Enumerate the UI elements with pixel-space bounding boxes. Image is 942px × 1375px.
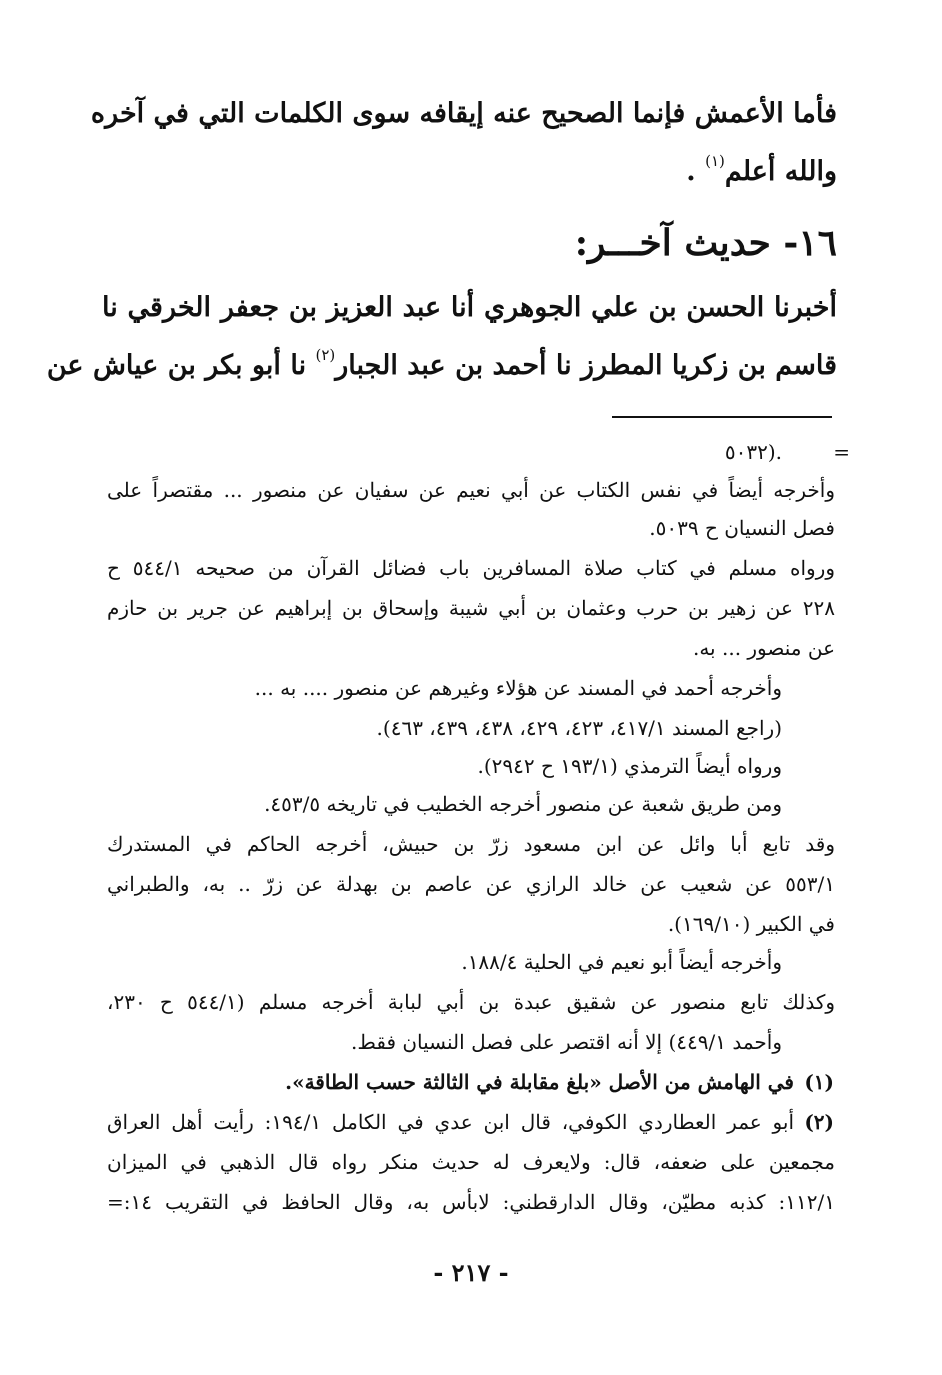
footnote-line: وأحمد ٤٤٩/١) إلا أنه اقتصر على فصل النسيان فقط. — [350, 1030, 782, 1054]
footnote-line: .(٥٠٣٢ — [724, 440, 782, 464]
footnote-ref-2: (٢) — [315, 346, 336, 364]
footnote-line: ٢٢٨ عن زهير بن حرب وعثمان بن أبي شيبة وإسحاق بن إبراهيم عن جرير بن حازم — [107, 596, 835, 620]
footnote-number-2: (٢) — [804, 1110, 834, 1134]
footnote-line: وأخرجه أحمد في المسند عن هؤلاء وغيرهم عن منصور .... به ... — [254, 676, 782, 700]
footnote-line: ورواه مسلم في كتاب صلاة المسافرين باب فضائل القرآن من صحيحه ٥٤٤/١ ح — [107, 556, 835, 580]
main-text-line-2-text: والله أعلم — [724, 156, 837, 187]
footnote-line: وكذلك تابع منصور عن شقيق عبدة بن أبي لبابة أخرجه مسلم (٥٤٤/١ ح ٢٣٠، — [107, 990, 835, 1014]
footnote-line: في الكبير (١٦٩/١٠). — [667, 912, 835, 936]
footnote-line: وأخرجه أيضاً في نفس الكتاب عن أبي نعيم عن سفيان عن منصور ... مقتصراً على — [107, 478, 835, 502]
page-number: - ٢١٧ - — [433, 1258, 509, 1287]
footnote-2-line: ١١٢/١: كذبه مطيّن، وقال الدارقطني: لابأس به، وقال الحافظ في التقريب ١٤:= — [107, 1190, 835, 1214]
main-text-line-4-a: قاسم بن زكريا المطرز نا أحمد بن عبد الجبار — [335, 350, 837, 381]
footnote-line: ومن طريق شعبة عن منصور أخرجه الخطيب في تاريخه ٤٥٣/٥. — [264, 792, 782, 816]
footnote-line: وقد تابع أبا وائل عن ابن مسعود زرّ بن حبيش، أخرجه الحاكم في المستدرك — [107, 832, 835, 856]
main-text-line-2 — [686, 152, 837, 187]
footnote-line: وأخرجه أيضاً أبو نعيم في الحلية ١٨٨/٤. — [461, 950, 782, 974]
footnote-2-line: مجمعين على ضعفه، قال: ولايعرف له حديث منكر رواه قال الذهبي في الميزان — [107, 1150, 835, 1174]
continuation-marker: = — [833, 440, 850, 464]
footnote-line: عن منصور ... به. — [692, 636, 835, 660]
footnote-number-1: (١) — [804, 1070, 834, 1094]
footnote-line: ٥٥٣/١ عن شعيب عن خالد الرازي عن عاصم بن بهدلة عن زرّ .. به، والطبراني — [107, 872, 835, 896]
footnote-separator — [612, 416, 832, 418]
section-heading: ١٦- حديث آخـــر: — [574, 222, 837, 264]
footnote-ref-1: (١) — [705, 152, 725, 170]
footnote-2-line: أبو عمر العطاردي الكوفي، قال ابن عدي في الكامل ١٩٤/١: رأيت أهل العراق — [107, 1110, 795, 1134]
main-text-line-4 — [46, 346, 837, 381]
footnote-line: (راجع المسند ٤١٧/١، ٤٢٣، ٤٢٩، ٤٣٨، ٤٣٩، ٤٦٣). — [376, 716, 782, 740]
footnote-line: فصل النسيان ح ٥٠٣٩. — [649, 516, 835, 540]
main-text-line-2-tail: . — [686, 156, 706, 187]
main-text-line-3: أخبرنا الحسن بن علي الجوهري أنا عبد العزيز بن جعفر الخرقي نا — [102, 292, 837, 323]
footnote-1-text: في الهامش من الأصل «بلغ مقابلة في الثالثة حسب الطاقة». — [285, 1070, 794, 1094]
main-text-line-1: فأما الأعمش فإنما الصحيح عنه إيقافه سوى الكلمات التي في آخره — [90, 98, 837, 129]
footnote-line: ورواه أيضاً الترمذي (١٩٣/١ ح ٢٩٤٢). — [477, 754, 782, 778]
main-text-line-4-b: نا أبو بكر بن عياش عن — [46, 350, 316, 381]
